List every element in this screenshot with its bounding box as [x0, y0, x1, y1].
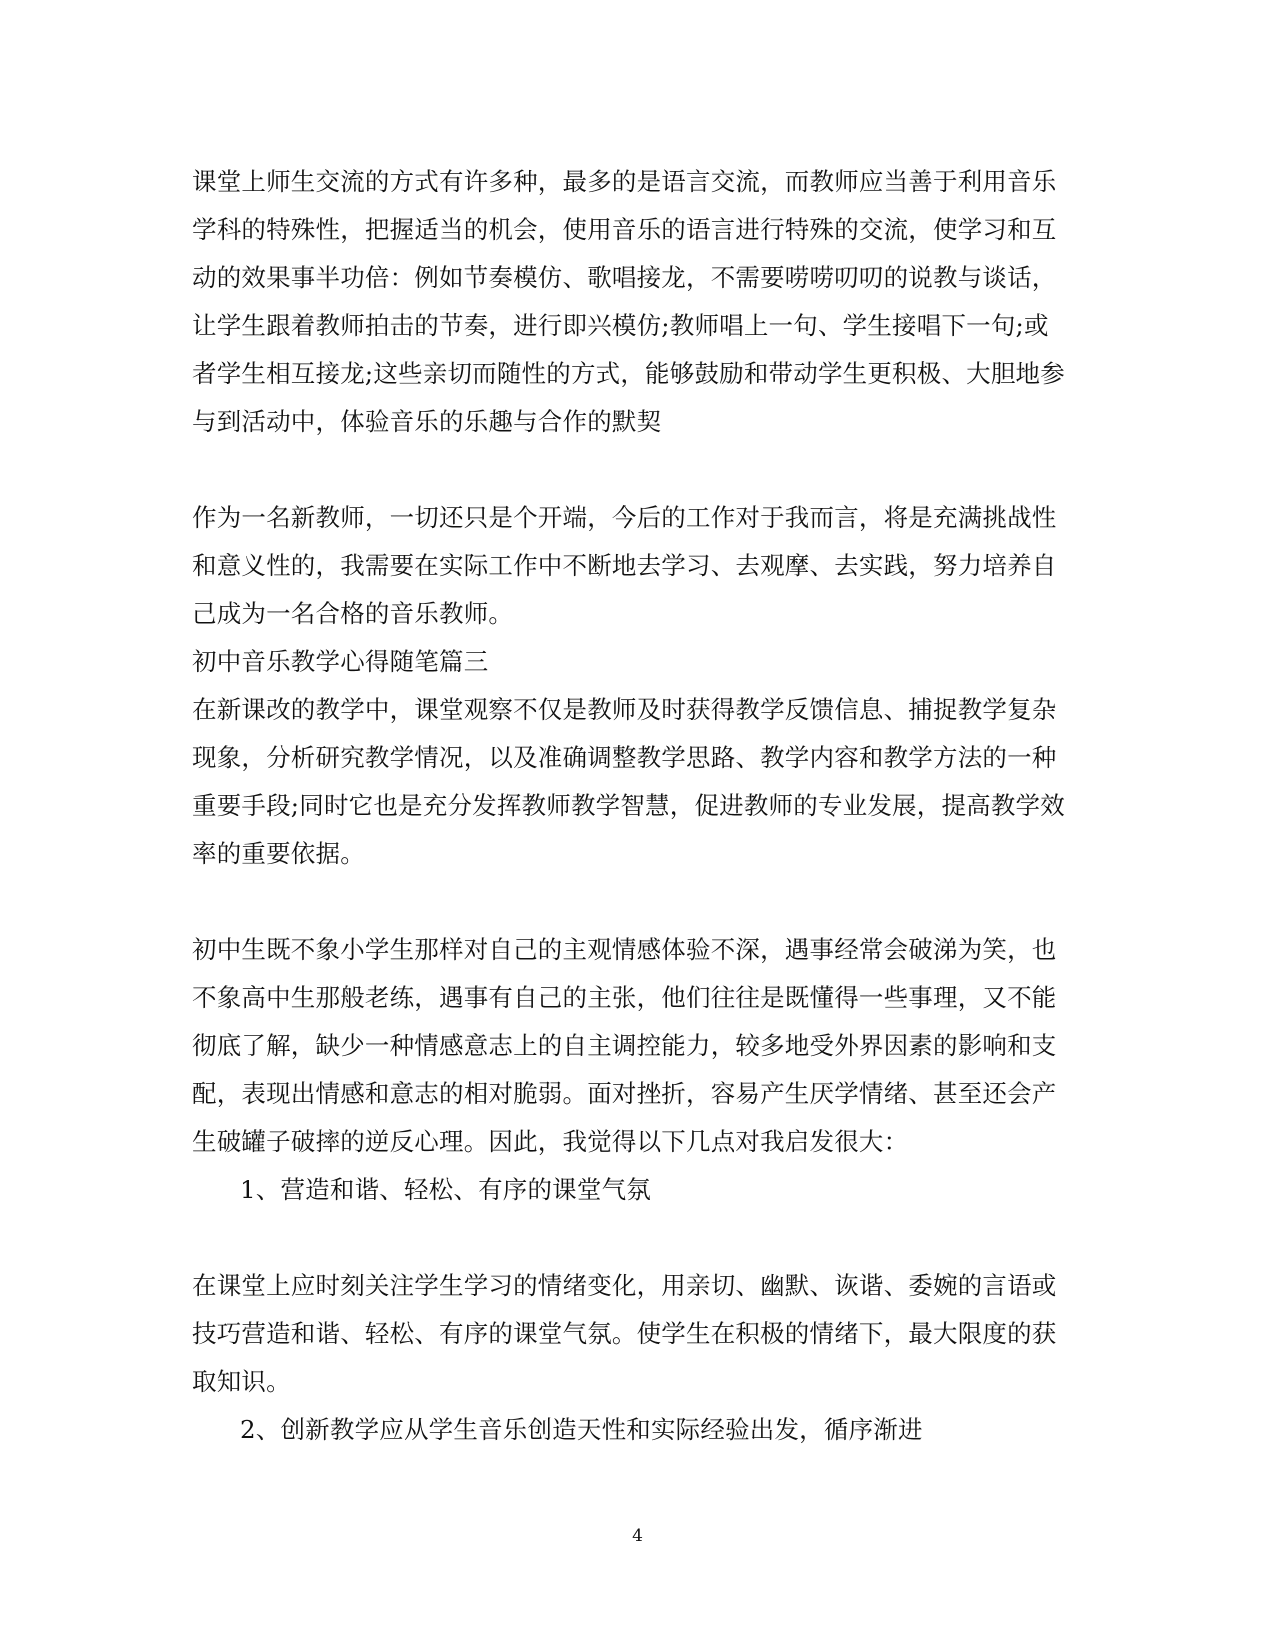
paragraph-3: [192, 686, 1072, 878]
paragraph-line: 取知识。: [192, 1367, 291, 1396]
paragraph-spacer: [192, 878, 1072, 926]
paragraph-line: 技巧营造和谐、轻松、有序的课堂气氛。使学生在积极的情绪下，最大限度的获: [192, 1319, 1057, 1348]
section-heading: 初中音乐教学心得随笔篇三: [192, 647, 489, 676]
paragraph-line: 者学生相互接龙;这些亲切而随性的方式，能够鼓励和带动学生更积极、大胆地参: [192, 359, 1065, 388]
paragraph-2: [192, 494, 1072, 638]
paragraph-line: 初中生既不象小学生那样对自己的主观情感体验不深，遇事经常会破涕为笑，也: [192, 935, 1057, 964]
paragraph-line: 在课堂上应时刻关注学生学习的情绪变化，用亲切、幽默、诙谐、委婉的言语或: [192, 1271, 1057, 1300]
paragraph-line: 己成为一名合格的音乐教师。: [192, 599, 514, 628]
page-number: 4: [632, 1526, 643, 1546]
paragraph-line: 动的效果事半功倍：例如节奏模仿、歌唱接龙，不需要唠唠叨叨的说教与谈话，: [192, 263, 1057, 292]
paragraph-line: 与到活动中，体验音乐的乐趣与合作的默契: [192, 407, 662, 436]
paragraph-line: 让学生跟着教师拍击的节奏，进行即兴模仿;教师唱上一句、学生接唱下一句;或: [192, 311, 1049, 340]
paragraph-1: [192, 158, 1072, 446]
paragraph-spacer: [192, 1214, 1072, 1262]
paragraph-spacer: [192, 446, 1072, 494]
paragraph-line: 彻底了解，缺少一种情感意志上的自主调控能力，较多地受外界因素的影响和支: [192, 1031, 1057, 1060]
paragraph-line: 配，表现出情感和意志的相对脆弱。面对挫折，容易产生厌学情绪、甚至还会产: [192, 1079, 1057, 1108]
point-2-heading: 2、创新教学应从学生音乐创造天性和实际经验出发，循序渐进: [240, 1415, 923, 1444]
paragraph-line: 在新课改的教学中，课堂观察不仅是教师及时获得教学反馈信息、捕捉教学复杂: [192, 695, 1057, 724]
paragraph-4: [192, 926, 1072, 1166]
point-1-heading: 1、营造和谐、轻松、有序的课堂气氛: [240, 1175, 651, 1204]
paragraph-line: 学科的特殊性，把握适当的机会，使用音乐的语言进行特殊的交流，使学习和互: [192, 215, 1057, 244]
paragraph-line: 重要手段;同时它也是充分发挥教师教学智慧，促进教师的专业发展，提高教学效: [192, 791, 1065, 820]
paragraph-line: 现象，分析研究教学情况，以及准确调整教学思路、教学内容和教学方法的一种: [192, 743, 1057, 772]
paragraph-line: 不象高中生那般老练，遇事有自己的主张，他们往往是既懂得一些事理，又不能: [192, 983, 1057, 1012]
paragraph-line: 课堂上师生交流的方式有许多种，最多的是语言交流，而教师应当善于利用音乐: [192, 167, 1057, 196]
paragraph-line: 生破罐子破摔的逆反心理。因此，我觉得以下几点对我启发很大：: [192, 1127, 909, 1156]
paragraph-line: 和意义性的，我需要在实际工作中不断地去学习、去观摩、去实践，努力培养自: [192, 551, 1057, 580]
paragraph-5: [192, 1262, 1072, 1406]
document-body: [192, 158, 1072, 1454]
paragraph-line: 作为一名新教师，一切还只是个开端，今后的工作对于我而言，将是充满挑战性: [192, 503, 1057, 532]
paragraph-line: 率的重要依据。: [192, 839, 365, 868]
